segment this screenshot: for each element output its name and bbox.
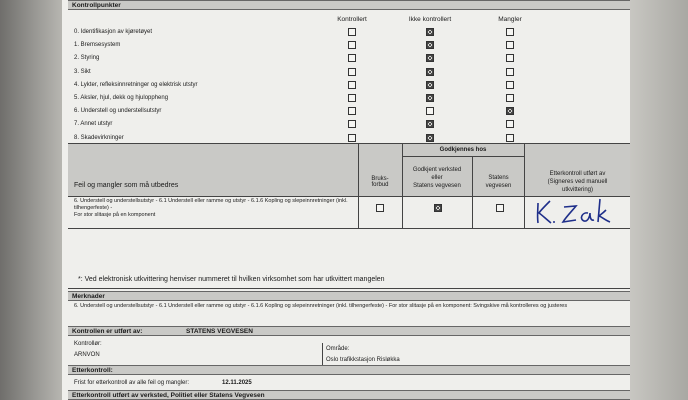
checkbox-ikke-kontrollert[interactable] <box>426 134 434 142</box>
godkjennes-hos-heading: Godkjennes hos <box>439 147 487 153</box>
checkbox-kontrollert[interactable] <box>348 94 356 102</box>
kontrollpunkt-label: 6. Understell og understellsutstyr <box>74 108 162 115</box>
kontrollpunkt-label: 7. Annet utstyr <box>74 121 113 128</box>
checkbox-ikke-kontrollert[interactable] <box>426 120 434 128</box>
checkbox-mangler[interactable] <box>506 28 514 36</box>
checkbox-mangler[interactable] <box>506 134 514 142</box>
signature <box>532 195 622 227</box>
checkbox-ikke-kontrollert[interactable] <box>426 81 434 89</box>
checkbox-ikke-kontrollert[interactable] <box>426 94 434 102</box>
kontrollpunkt-label: 3. Sikt <box>74 68 91 75</box>
utfort-bar <box>68 326 630 336</box>
kontrollpunkt-label: 8. Skadevirkninger <box>74 134 124 141</box>
checkbox-mangler[interactable] <box>506 81 514 89</box>
checkbox-ikke-kontrollert[interactable] <box>426 107 434 115</box>
omrade-value: Oslo trafikkstasjon Risløkka <box>326 357 400 363</box>
feil-row-statens-checkbox[interactable] <box>496 204 504 212</box>
checkbox-kontrollert[interactable] <box>348 120 356 128</box>
checkbox-ikke-kontrollert[interactable] <box>426 41 434 49</box>
inspection-form <box>62 0 630 400</box>
checkbox-kontrollert[interactable] <box>348 68 356 76</box>
brukforbud-heading: Bruks- forbud <box>371 176 389 188</box>
checkbox-mangler[interactable] <box>506 94 514 102</box>
kontrollor-label: Kontrollør: <box>74 341 102 347</box>
checkbox-mangler[interactable] <box>506 68 514 76</box>
kontrollor-value: ARNVON <box>74 352 100 358</box>
kontrollpunkt-label: 5. Aksler, hjul, dekk og hjuloppheng <box>74 95 169 101</box>
kontrollpunkter-heading: Kontrollpunkter <box>68 0 630 10</box>
etterkontroll-cut-text: Etterkontroll utført av verksted, Politiet eller Statens Vegvesen <box>68 390 630 400</box>
col-mangler: Mangler <box>498 16 522 23</box>
feil-row-brukforbud-checkbox[interactable] <box>376 204 384 212</box>
checkbox-mangler[interactable] <box>506 107 514 115</box>
col-kontrollert: Kontrollert <box>337 16 367 23</box>
omrade-label: Område: <box>326 346 350 352</box>
etterkontroll-label: Etterkontroll: <box>68 365 630 375</box>
checkbox-kontrollert[interactable] <box>348 81 356 89</box>
verksted-heading: Godkjent verksted eller Statens vegvesen <box>412 167 462 189</box>
feil-row-text: 6. Understell og understellsutstyr - 6.1 Understell eller ramme og utstyr - 6.1.6 Kopling og slepeinnretninger (inkl. tilhengerfeste) - For stor slitasje på en komponent <box>74 198 348 218</box>
checkbox-kontrollert[interactable] <box>348 107 356 115</box>
kontrollpunkt-label: 0. Identifikasjon av kjøretøyet <box>74 29 153 35</box>
checkbox-kontrollert[interactable] <box>348 28 356 36</box>
background-left <box>0 0 62 400</box>
statens-heading: Statens vegvesen <box>485 175 512 189</box>
checkbox-kontrollert[interactable] <box>348 134 356 142</box>
utfort-value: STATENS VEGVESEN <box>186 328 253 335</box>
checkbox-ikke-kontrollert[interactable] <box>426 54 434 62</box>
checkbox-kontrollert[interactable] <box>348 54 356 62</box>
kontrollpunkt-label: 2. Styring <box>74 55 100 62</box>
checkbox-kontrollert[interactable] <box>348 41 356 49</box>
footnote: *: Ved elektronisk utkvittering henviser nummeret til hvilken virksomhet som har utkvittert mangelen <box>78 276 385 283</box>
frist-value: 12.11.2025 <box>222 380 252 386</box>
frist-label: Frist for etterkontroll av alle feil og mangler: <box>74 380 190 386</box>
merknader-text: 6. Understell og understellsutstyr - 6.1 Understell eller ramme og utstyr - 6.1.6 Kopling og slepeinnretninger (inkl. tilhengerfeste) - For stor slitasje på en komponent: Svingskive må kontrolleres og justeres <box>74 303 568 309</box>
utfort-label: Kontrollen er utført av: <box>72 328 143 335</box>
kontrollpunkt-label: 1. Bremsesystem <box>74 42 121 49</box>
col-ikke-kontrollert: Ikke kontrollert <box>408 16 452 23</box>
merknader-label: Merknader <box>68 291 630 301</box>
checkbox-mangler[interactable] <box>506 54 514 62</box>
checkbox-mangler[interactable] <box>506 41 514 49</box>
kontrollpunkt-label: 4. Lykter, refleksinnretninger og elektrisk utstyr <box>74 81 198 88</box>
feil-row-verksted-checkbox[interactable] <box>434 204 442 212</box>
background-right <box>628 0 688 400</box>
checkbox-ikke-kontrollert[interactable] <box>426 68 434 76</box>
checkbox-mangler[interactable] <box>506 120 514 128</box>
etterkontroll-heading: Etterkontroll utført av (Signeres ved manuell utkvittering) <box>547 171 608 193</box>
feil-heading: Feil og mangler som må utbedres <box>74 182 179 189</box>
checkbox-ikke-kontrollert[interactable] <box>426 28 434 36</box>
